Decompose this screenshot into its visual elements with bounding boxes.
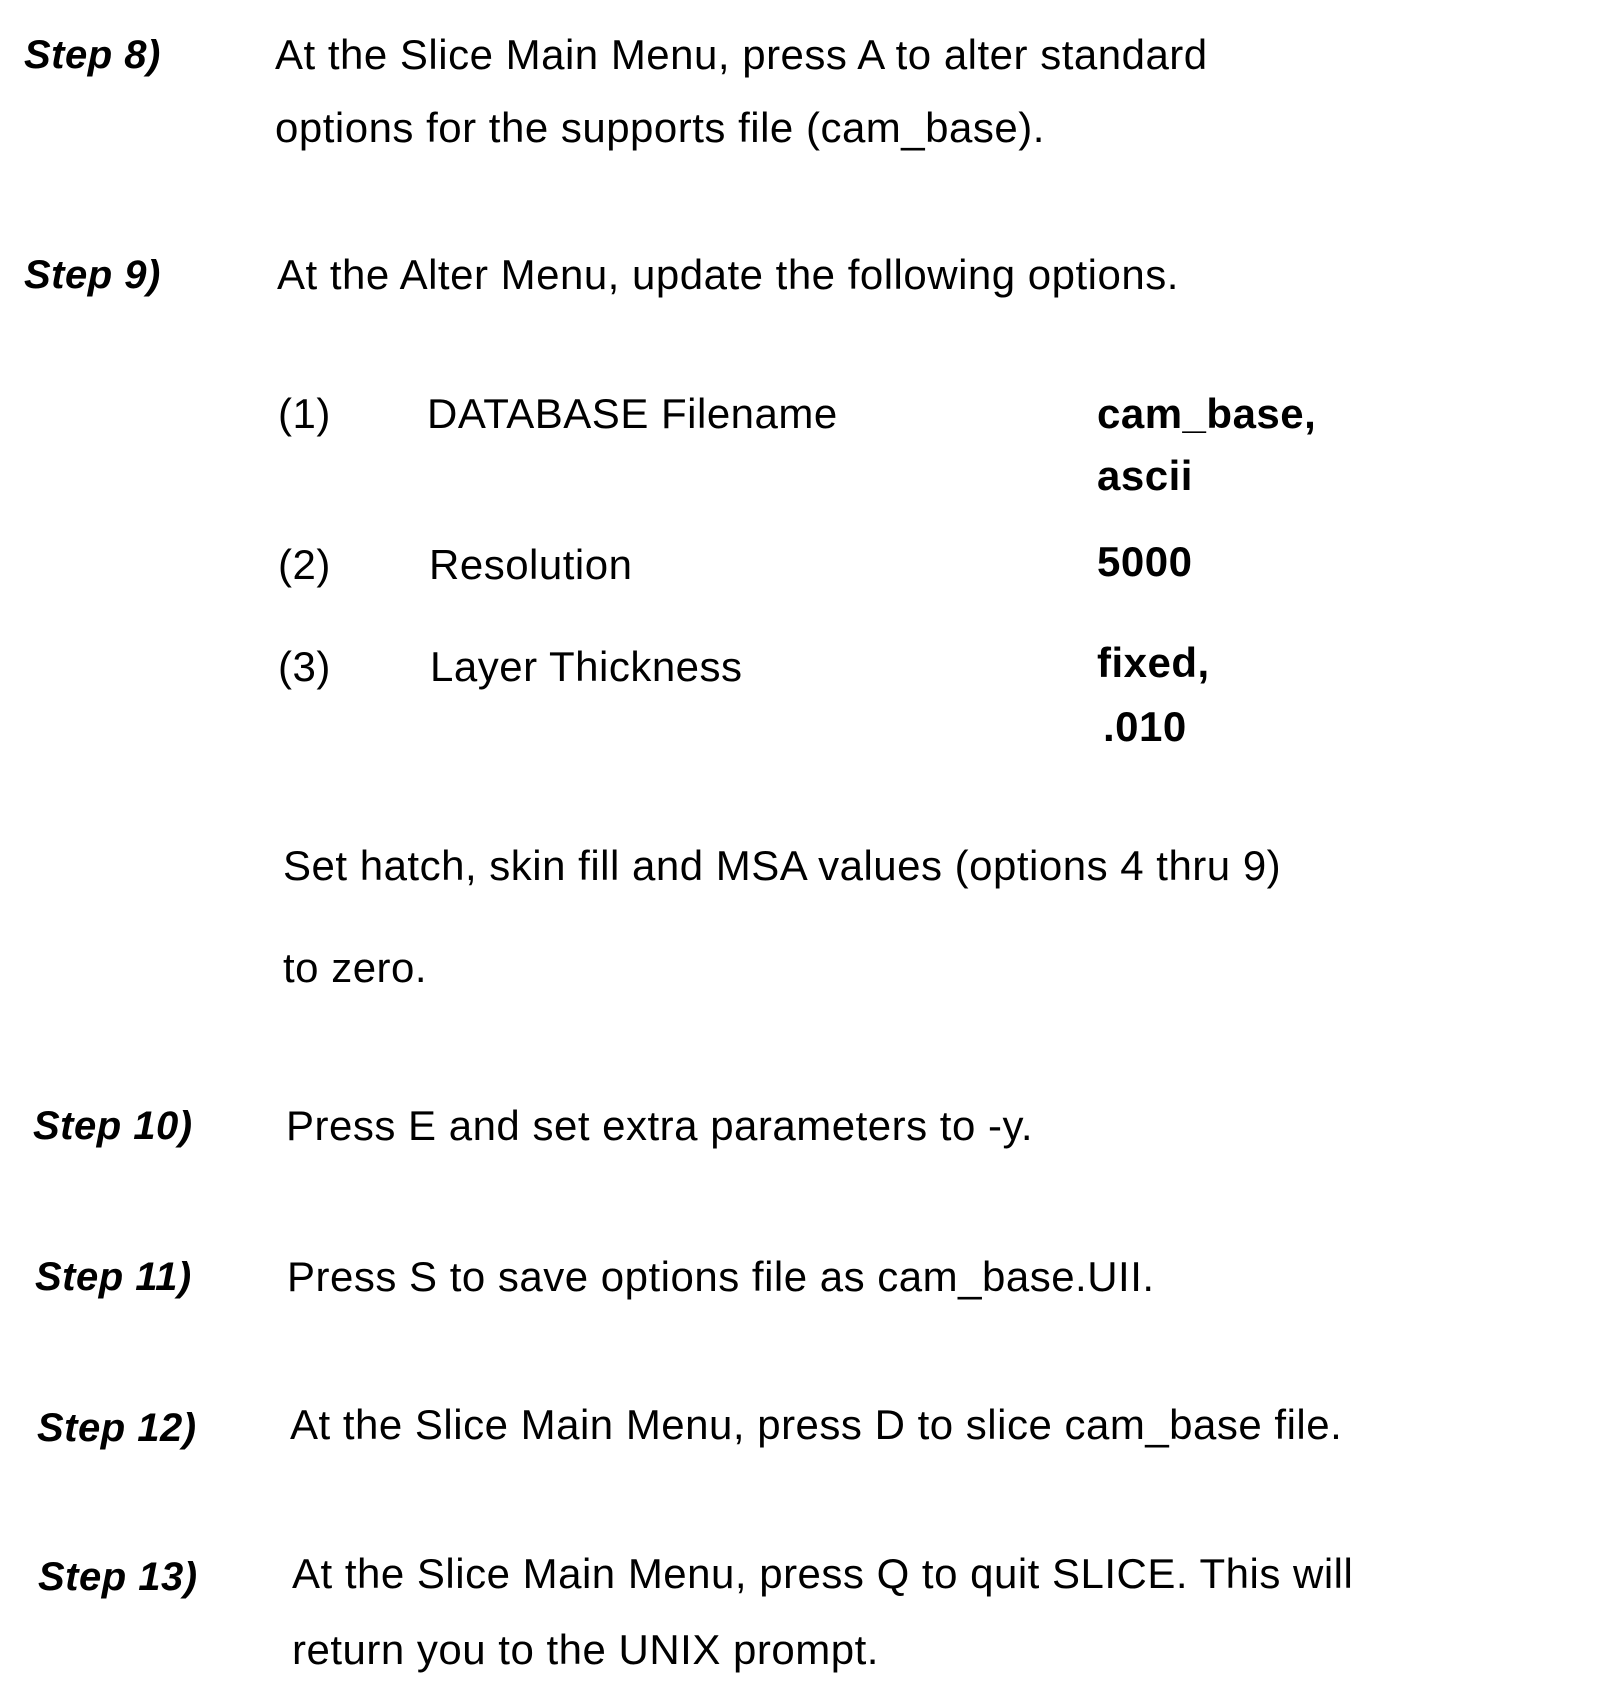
step-text: At the Slice Main Menu, press A to alter standard	[275, 30, 1208, 80]
step-text: return you to the UNIX prompt.	[292, 1625, 879, 1675]
option-name: Layer Thickness	[430, 642, 743, 692]
note-text: to zero.	[283, 943, 427, 993]
step-label: Step 11)	[35, 1252, 192, 1302]
step-label: Step 10)	[33, 1101, 193, 1151]
option-value: 5000	[1097, 537, 1192, 587]
step-text: Press S to save options file as cam_base.UII.	[287, 1252, 1155, 1302]
step-label: Step 8)	[24, 30, 161, 80]
option-value: cam_base,	[1097, 389, 1316, 439]
option-value: ascii	[1097, 451, 1193, 501]
option-value: fixed,	[1097, 638, 1210, 688]
step-text: At the Alter Menu, update the following options.	[277, 250, 1179, 300]
step-label: Step 13)	[38, 1552, 198, 1602]
option-number: (3)	[278, 642, 331, 692]
option-number: (1)	[278, 389, 331, 439]
option-number: (2)	[278, 540, 331, 590]
note-text: Set hatch, skin fill and MSA values (options 4 thru 9)	[283, 841, 1281, 891]
option-name: Resolution	[429, 540, 632, 590]
step-label: Step 9)	[24, 250, 161, 300]
step-text: options for the supports file (cam_base).	[275, 103, 1045, 153]
step-label: Step 12)	[37, 1403, 197, 1453]
option-value: .010	[1103, 702, 1187, 752]
step-text: At the Slice Main Menu, press D to slice cam_base file.	[290, 1400, 1342, 1450]
step-text: Press E and set extra parameters to -y.	[286, 1101, 1033, 1151]
option-name: DATABASE Filename	[427, 389, 838, 439]
step-text: At the Slice Main Menu, press Q to quit SLICE. This will	[292, 1549, 1353, 1599]
